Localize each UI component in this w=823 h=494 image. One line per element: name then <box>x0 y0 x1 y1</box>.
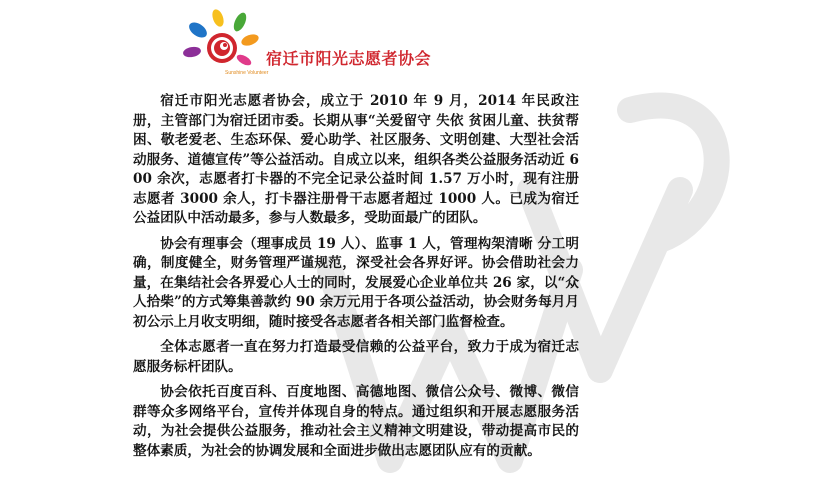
org-name: 宿迁市阳光志愿者协会 <box>266 49 432 68</box>
article-body <box>133 92 579 467</box>
logo-subtext: Sunshine Volunteer <box>225 70 269 76</box>
paragraph-mission: 全体志愿者一直在努力打造最受信赖的公益平台，致力于成为宿迁志愿服务标杆团队。 <box>133 339 579 375</box>
logo <box>180 8 440 84</box>
paragraph-intro: 宿迁市阳光志愿者协会，成立于 2010 年 9 月，2014 年民政注册，主管部门为宿迁团市委。长期从事“关爱留守 失依 贫困儿童、扶贫帮困、敬老爱老、生态环保、爱心助学、社区服务、文明创建、大型社会活动服务、道德宣传”等公益活动。自成立以来，组织各类公益服务活动近 600 余次，志愿者打卡器的不完全记录公益时间 1.57 万小时，现有注册志愿者 3000 余人，打卡器注册骨干志愿者超过 1000 人。已成为宿迁公益团队中活动最多，参与人数最多，受助面最广的团队。 <box>133 93 579 226</box>
paragraph-platforms: 协会依托百度百科、百度地图、高德地图、微信公众号、微博、微信群等众多网络平台，宣传并体现自身的特点。通过组织和开展志愿服务活动，为社会提供公益服务，推动社会主义精神文明建设，带动提高市民的整体素质，为社会的协调发展和全面进步做出志愿团队应有的贡献。 <box>133 384 579 459</box>
paragraph-organization: 协会有理事会（理事成员 19 人）、监事 1 人，管理构架清晰 分工明确，制度健全，财务管理严谨规范，深受社会各界好评。协会借助社会力量，在集结社会各界爱心人士的同时，发展爱心企业单位共 26 家，以“众人拾柴”的方式筹集善款约 90 余万元用于各项公益活动，协会财务每月月初公示上月收支明细，随时接受各志愿者各相关部门监督检查。 <box>133 235 579 330</box>
